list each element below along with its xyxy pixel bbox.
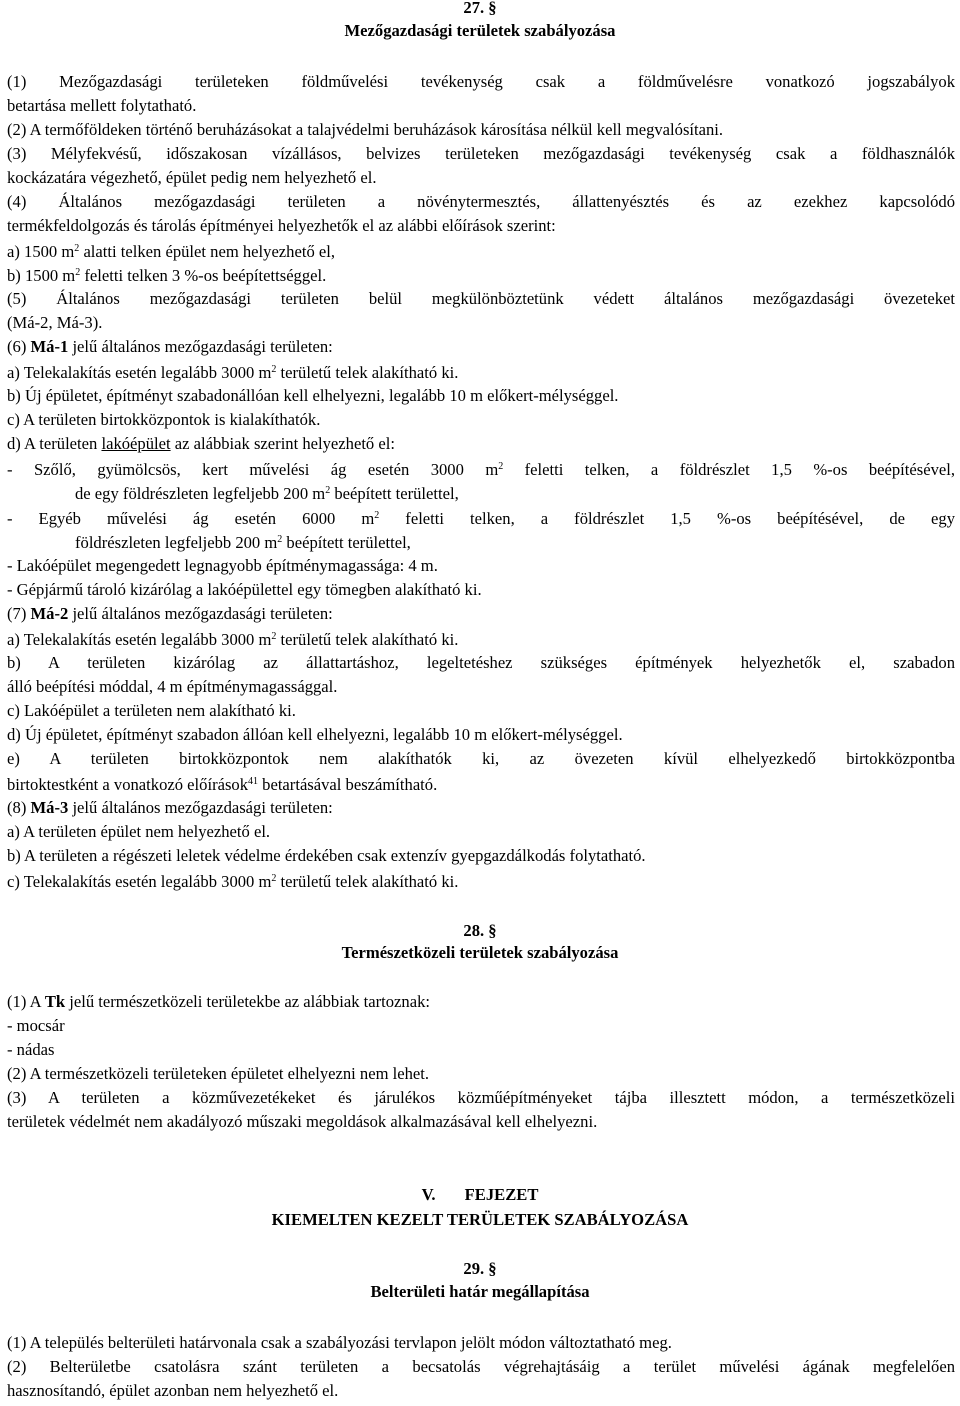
s27-p6-item-d: d) A területen lakóépület az alábbiak szerint helyezhető el: [7, 434, 395, 453]
s28-item-mocsar: - mocsár [7, 1016, 65, 1035]
s27-p3-line1: (3) Mélyfekvésű, időszakosan vízállásos, belvizes területeken mezőgazdasági tevékenység csak a földhasználók [7, 144, 955, 163]
s27-p4-line2: termékfeldolgozás és tárolás építményei helyezhetők el az alábbi előírások szerint: [7, 216, 556, 235]
s29-p2-line2: hasznosítandó, épület azonban nem helyezhető el. [7, 1381, 339, 1400]
s27-p6-item-c: c) A területen birtokközpontok is kialakíthatók. [7, 410, 321, 429]
s27-p6-d-dash2-line1: - Egyéb művelési ág esetén 6000 $m^2$ feletti telken, a földrészlet 1,5 %-os beépítésével, de egy [7, 509, 955, 528]
s27-p7-item-c: c) Lakóépület a területen nem alakítható ki. [7, 701, 296, 720]
section-28-number: 28. § [463, 921, 497, 940]
s27-p7-item-b-line1: b) A területen kizárólag az állattartáshoz, legeltetéshez szükséges építmények helyezhetők el, szabadon [7, 653, 955, 672]
s27-p1-line2: betartása mellett folytatható. [7, 96, 197, 115]
section-27-title: Mezőgazdasági területek szabályozása [344, 21, 616, 40]
s27-p8-item-b: b) A területen a régészeti leletek védelme érdekében csak extenzív gyepgazdálkodás folytatható. [7, 846, 646, 865]
s27-p4-line1: (4) Általános mezőgazdasági területen a növénytermesztés, állattenyésztés és az ezekhez kapcsolódó [7, 192, 955, 211]
s27-p8-heading: (8) Má-3 jelű általános mezőgazdasági területen: [7, 798, 333, 817]
s27-p6-d-dash1-line1: - Szőlő, gyümölcsös, kert művelési ág esetén 3000 $m^2$ feletti telken, a földrészlet 1,5 %-os beépítésével, [7, 460, 955, 479]
s29-p2-line1: (2) Belterületbe csatolásra szánt területen a becsatolás végrehajtásáig a terület művelési ágának megfelelően [7, 1357, 955, 1376]
s28-p2: (2) A természetközeli területeken épületet elhelyezni nem lehet. [7, 1064, 430, 1083]
s27-p6-d-dash2-line2: földrészleten legfeljebb 200 $m^2$ beépített területtel, [75, 533, 411, 552]
s27-p7-item-b-line2: álló beépítési móddal, 4 m építménymagassággal. [7, 677, 338, 696]
s27-p4-item-a: a) 1500 $m^2$ alatti telken épület nem helyezhető el, [7, 242, 336, 261]
s27-p6-d-dash3: - Lakóépület megengedett legnagyobb építménymagassága: 4 m. [7, 556, 438, 575]
s27-p5-line2: (Má-2, Má-3). [7, 313, 103, 332]
s27-p8-item-a: a) A területen épület nem helyezhető el. [7, 822, 271, 841]
s27-p5-line1: (5) Általános mezőgazdasági területen belül megkülönböztetünk védett általános mezőgazdasági övezeteket [7, 289, 955, 308]
chapter-title: KIEMELTEN KEZELT TERÜLETEK SZABÁLYOZÁSA [271, 1210, 689, 1229]
section-27-number: 27. § [463, 0, 497, 17]
chapter-number: V. FEJEZET [421, 1185, 539, 1204]
s27-p8-item-c: c) Telekalakítás esetén legalább 3000 $m^2$ területű telek alakítható ki. [7, 872, 459, 891]
s27-p6-item-a: a) Telekalakítás esetén legalább 3000 $m^2$ területű telek alakítható ki. [7, 363, 459, 382]
s27-p7-heading: (7) Má-2 jelű általános mezőgazdasági területen: [7, 604, 333, 623]
section-29-number: 29. § [463, 1259, 497, 1278]
s27-p6-heading: (6) Má-1 jelű általános mezőgazdasági területen: [7, 337, 333, 356]
s27-p2: (2) A termőföldeken történő beruházásokat a talajvédelmi beruházások károsítása nélkül kell megvalósítani. [7, 120, 724, 139]
s27-p7-item-e-line2: birtoktestként a vonatkozó előírások$^{41}$ betartásával beszámítható. [7, 775, 438, 794]
s27-p7-item-a: a) Telekalakítás esetén legalább 3000 $m^2$ területű telek alakítható ki. [7, 630, 459, 649]
s27-p7-item-e-line1: e) A területen birtokközpontok nem alakíthatók ki, az övezeten kívül elhelyezkedő birtokközpontba [7, 749, 955, 768]
s27-p7-item-d: d) Új épületet, építményt szabadon állóan kell elhelyezni, legalább 10 m előkert-mélységgel. [7, 725, 623, 744]
s27-p4-item-b: b) 1500 $m^2$ feletti telken 3 %-os beépítettséggel. [7, 266, 327, 285]
s28-p1: (1) A Tk jelű természetközeli területekbe az alábbiak tartoznak: [7, 992, 430, 1011]
s27-p3-line2: kockázatára végezhető, épület pedig nem helyezhető el. [7, 168, 377, 187]
s28-p3-line2: területek védelmét nem akadályozó műszaki megoldások alkalmazásával kell elhelyezni. [7, 1112, 598, 1131]
s29-p1: (1) A település belterületi határvonala csak a szabályozási tervlapon jelölt módon változtatható meg. [7, 1333, 672, 1352]
s28-item-nadas: - nádas [7, 1040, 55, 1059]
section-29-title: Belterületi határ megállapítása [370, 1282, 590, 1301]
s27-p6-d-dash1-line2: de egy földrészleten legfeljebb 200 $m^2$ beépített területtel, [75, 484, 459, 503]
s27-p6-item-b: b) Új épületet, építményt szabadonállóan kell elhelyezni, legalább 10 m előkert-mélységgel. [7, 386, 619, 405]
s27-p1-line1: (1) Mezőgazdasági területeken földművelési tevékenység csak a földművelésre vonatkozó jogszabályok [7, 72, 955, 91]
s27-p6-d-dash4: - Gépjármű tároló kizárólag a lakóépülettel egy tömegben alakítható ki. [7, 580, 482, 599]
s28-p3-line1: (3) A területen a közművezetékeket és járulékos közműépítményeket tájba illesztett módon, a természetközeli [7, 1088, 955, 1107]
section-28-title: Természetközeli területek szabályozása [341, 943, 619, 962]
